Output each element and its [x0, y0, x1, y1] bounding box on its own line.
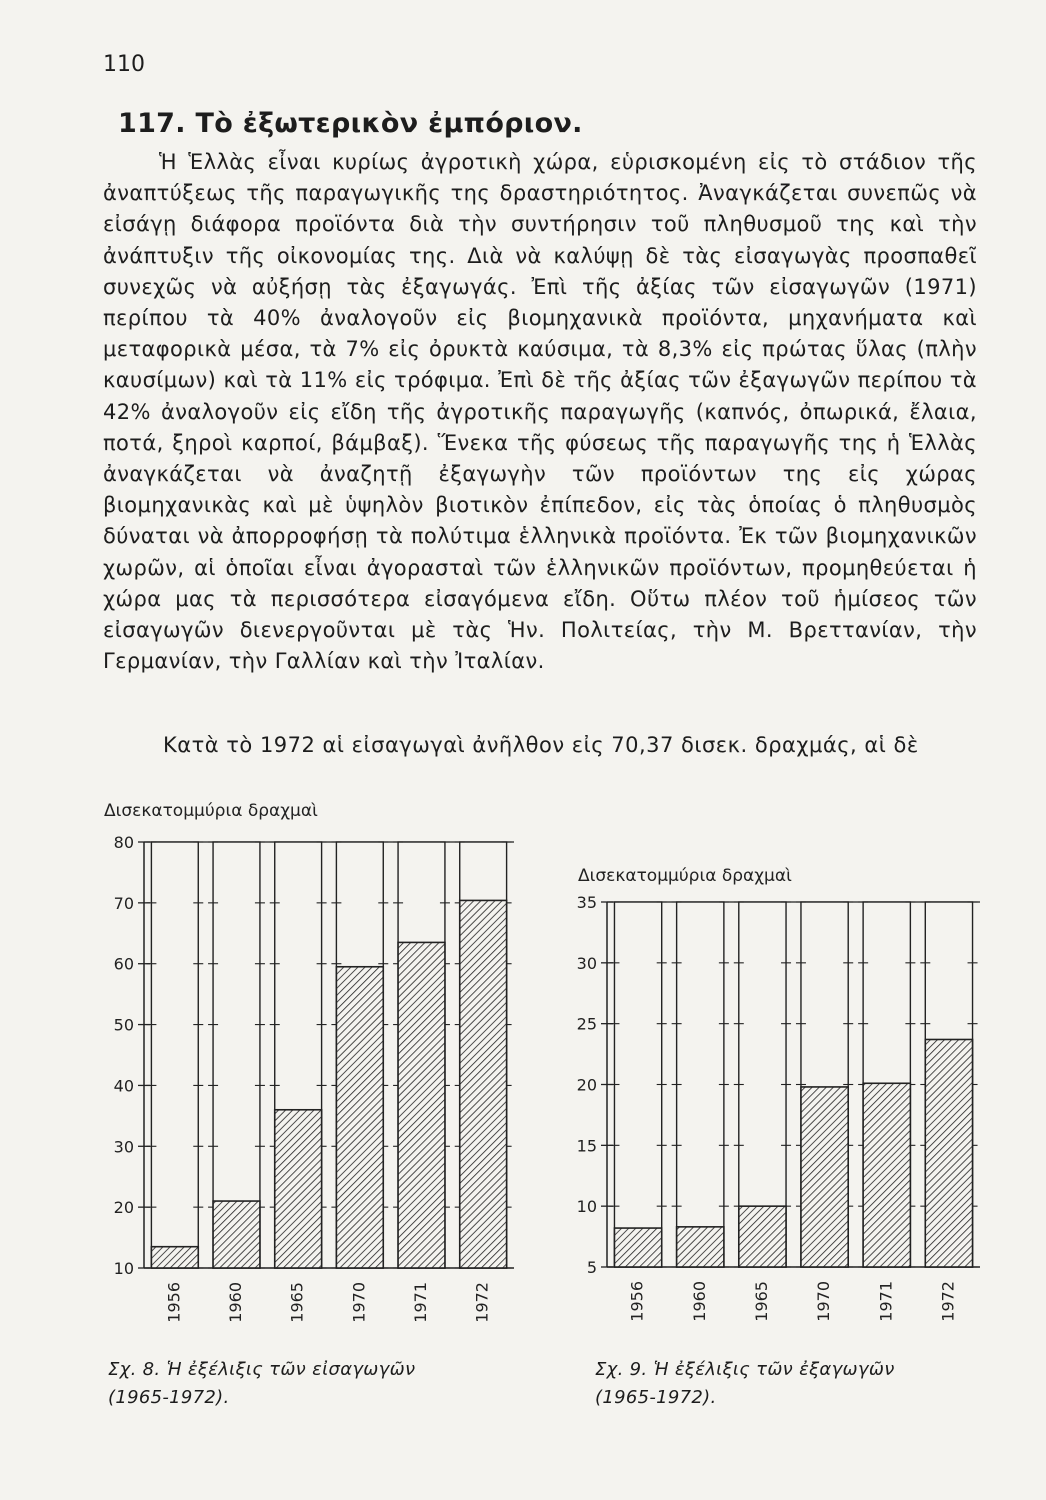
figure-8-years: (1965-1972). — [108, 1387, 230, 1408]
y-tick-label: 70 — [113, 893, 134, 913]
chart-ylabel: Δισεκατομμύρια δραχμαὶ — [104, 801, 318, 821]
section-title: 117. Τὸ ἐξωτερικὸν ἐμπόριον. — [118, 108, 583, 139]
bar-1965 — [275, 1110, 322, 1268]
y-tick-label: 50 — [113, 1015, 134, 1035]
bar-1971 — [398, 942, 445, 1268]
figure-9-title: Σχ. 9. Ἡ ἐξέλιξις τῶν ἐξαγωγῶν — [595, 1359, 895, 1380]
x-tick-label: 1956 — [164, 1282, 184, 1323]
page-number: 110 — [103, 52, 145, 77]
bar-1956 — [151, 1247, 198, 1268]
x-tick-label: 1972 — [472, 1282, 492, 1323]
y-tick-label: 40 — [113, 1076, 134, 1096]
x-tick-label: 1960 — [226, 1282, 245, 1323]
x-tick-label: 1965 — [751, 1281, 771, 1322]
figure-9-caption — [595, 1356, 895, 1412]
bar-1971 — [863, 1083, 910, 1267]
y-tick-label: 15 — [576, 1136, 597, 1156]
bar-1972 — [460, 900, 507, 1268]
x-tick-label: 1965 — [287, 1282, 307, 1323]
y-tick-label: 10 — [576, 1197, 597, 1217]
y-tick-label: 80 — [113, 833, 134, 852]
x-tick-label: 1970 — [814, 1281, 834, 1322]
y-tick-label: 5 — [586, 1258, 597, 1277]
figure-9-years: (1965-1972). — [595, 1387, 717, 1408]
bar-1970 — [801, 1087, 848, 1267]
y-tick-label: 30 — [113, 1137, 134, 1157]
figure-8-title: Σχ. 8. Ἡ ἐξέλιξις τῶν εἰσαγωγῶν — [108, 1359, 416, 1380]
bar-1972 — [925, 1039, 972, 1267]
y-tick-label: 60 — [113, 954, 134, 974]
paragraph: Ἡ Ἑλλὰς εἶναι κυρίως ἀγροτικὴ χώρα, εὑρισκομένη εἰς τὸ στάδιον τῆς ἀναπτύξεως τῆς παραγωγικῆς της δραστηριότητος. Ἀναγκάζεται συνεπῶς νὰ εἰσάγῃ διάφορα προϊόντα διὰ τὴν συντήρησιν τοῦ πληθυσμοῦ της καὶ τὴν ἀνάπτυξιν τῆς οἰκονομίας της. Διὰ νὰ καλύψῃ δὲ τὰς εἰσαγωγὰς προσπαθεῖ συνεχῶς νὰ αὐξήσῃ τὰς ἐξαγωγάς. Ἐπὶ τῆς ἀξίας τῶν εἰσαγωγῶν (1971) περίπου τὰ 40% ἀναλογοῦν εἰς βιομηχανικὰ προϊόντα, μηχανήματα καὶ μεταφορικὰ μέσα, τὰ 7% εἰς ὀρυκτὰ καύσιμα, τὰ 8,3% εἰς πρώτας ὕλας (πλὴν καυσίμων) καὶ τὰ 11% εἰς τρόφιμα. Ἐπὶ δὲ τῆς ἀξίας τῶν ἐξαγωγῶν περίπου τὰ 42% ἀναλογοῦν εἰς εἴδη τῆς ἀγροτικῆς παραγωγῆς (καπνός, ὀπωρικά, ἔλαια, ποτά, ξηροὶ καρποί, βάμβαξ). Ἕνεκα τῆς φύσεως τῆς παραγωγῆς της ἡ Ἑλλὰς ἀναγκάζεται νὰ ἀναζητῇ ἐξαγωγὴν τῶν προϊόντων της εἰς χώρας βιομηχανικὰς καὶ μὲ ὑψηλὸν βιοτικὸν ἐπίπεδον, εἰς τὰς ὁποίας ὁ πληθυσμὸς δύναται νὰ ἀπορροφήσῃ τὰ πολύτιμα ἑλληνικὰ προϊόντα. Ἐκ τῶν βιομηχανικῶν χωρῶν, αἱ ὁποῖαι εἶναι ἀγορασταὶ τῶν ἑλληνικῶν προϊόντων, προμηθεύεται ἡ χώρα μας τὰ περισσότερα εἰσαγόμενα εἴδη. Οὕτω πλέον τοῦ ἡμίσεος τῶν εἰσαγωγῶν διενεργοῦνται μὲ τὰς Ἡν. Πολιτείας, τὴν Μ. Βρεττανίαν, τὴν Γερμανίαν, τὴν Γαλλίαν καὶ τὴν Ἰταλίαν. — [103, 150, 977, 674]
exports-chart — [570, 855, 990, 1420]
body-text — [103, 147, 977, 677]
bar-1960 — [677, 1227, 724, 1267]
y-tick-label: 20 — [113, 1198, 134, 1218]
x-tick-label: 1960 — [689, 1281, 709, 1322]
bar-1970 — [336, 967, 383, 1268]
y-tick-label: 30 — [576, 953, 597, 973]
bar-1965 — [739, 1206, 786, 1267]
bar-frame — [614, 902, 661, 1267]
trailing-line: Κατὰ τὸ 1972 αἱ εἰσαγωγαὶ ἀνῆλθον εἰς 70,37 δισεκ. δραχμάς, αἱ δὲ — [163, 733, 919, 757]
x-tick-label: 1970 — [349, 1282, 369, 1323]
bar-frame — [677, 902, 724, 1267]
y-tick-label: 20 — [576, 1075, 597, 1095]
bar-1956 — [614, 1228, 661, 1267]
x-tick-label: 1972 — [938, 1281, 958, 1322]
y-tick-label: 35 — [576, 893, 597, 912]
bar-1960 — [213, 1201, 260, 1268]
y-tick-label: 25 — [576, 1014, 597, 1034]
chart-ylabel: Δισεκατομμύρια δραχμαὶ — [578, 866, 792, 886]
imports-chart — [96, 790, 526, 1420]
x-tick-label: 1971 — [411, 1282, 430, 1323]
x-tick-label: 1971 — [876, 1281, 896, 1322]
figure-8-caption — [108, 1356, 415, 1412]
x-tick-label: 1956 — [627, 1281, 647, 1322]
bar-frame — [151, 842, 198, 1268]
y-tick-label: 10 — [113, 1259, 134, 1278]
